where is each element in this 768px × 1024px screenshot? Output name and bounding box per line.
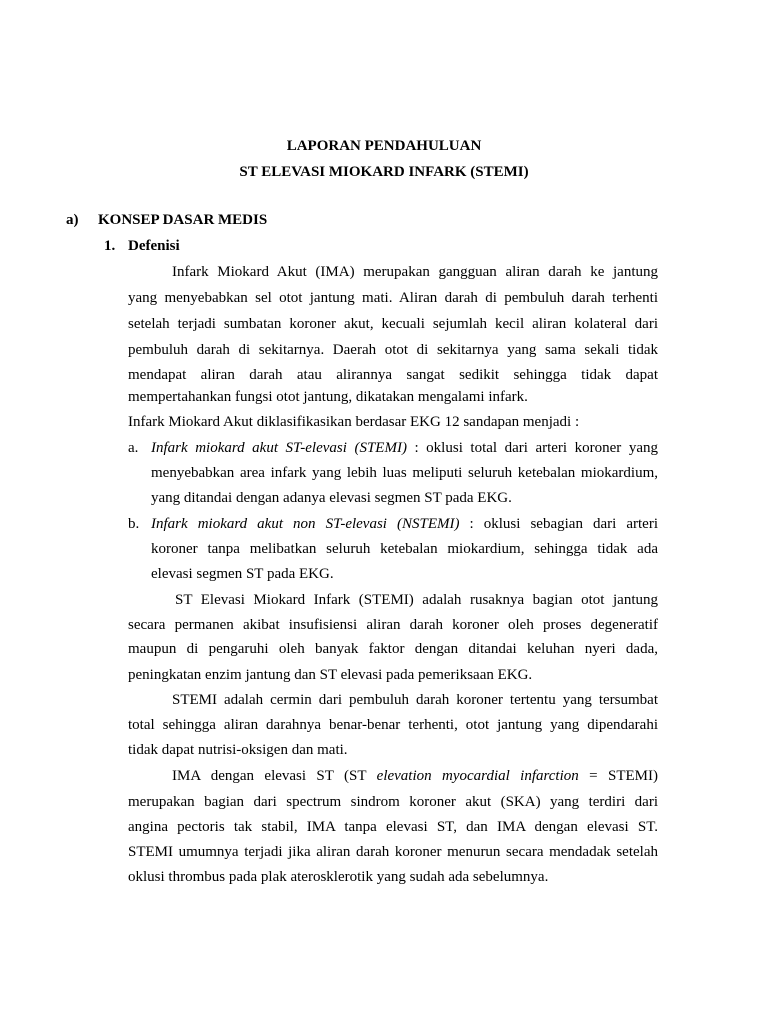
paragraph-line: setelah terjadi sumbatan koroner akut, kecuali sejumlah kecil aliran kolateral dari bbox=[128, 316, 658, 332]
list-item-line: elevasi segmen ST pada EKG. bbox=[151, 566, 334, 582]
list-item-text: : oklusi sebagian dari arteri bbox=[459, 516, 658, 532]
paragraph-line: oklusi thrombus pada plak aterosklerotik yang sudah ada sebelumnya. bbox=[128, 869, 549, 885]
list-item-text: : oklusi total dari arteri koroner yang bbox=[406, 440, 658, 456]
list-item-first-line bbox=[151, 515, 658, 533]
paragraph-line: merupakan bagian dari spectrum sindrom koroner akut (SKA) yang terdiri dari bbox=[128, 794, 658, 810]
paragraph-line: secara permanen akibat insufisiensi aliran darah koroner oleh proses degeneratif bbox=[128, 617, 658, 633]
subsection-number: 1. bbox=[104, 238, 116, 254]
list-item-first-line bbox=[151, 439, 658, 457]
section-heading: KONSEP DASAR MEDIS bbox=[98, 212, 268, 228]
document-subtitle: ST ELEVASI MIOKARD INFARK (STEMI) bbox=[239, 164, 529, 180]
paragraph-line: yang menyebabkan sel otot jantung mati. Aliran darah di pembuluh darah terhenti bbox=[128, 290, 658, 306]
list-item-term: Infark miokard akut ST-elevasi (STEMI) bbox=[151, 440, 407, 456]
list-item-line: yang ditandai dengan adanya elevasi segmen ST pada EKG. bbox=[151, 490, 512, 506]
classification-intro: Infark Miokard Akut diklasifikasikan berdasar EKG 12 sandapan menjadi : bbox=[128, 414, 580, 430]
paragraph-line: peningkatan enzim jantung dan ST elevasi pada pemeriksaan EKG. bbox=[128, 667, 533, 683]
paragraph-line: maupun di pengaruhi oleh banyak faktor dengan ditandai keluhan nyeri dada, bbox=[128, 641, 658, 657]
paragraph-line: ST Elevasi Miokard Infark (STEMI) adalah rusaknya bagian otot jantung bbox=[175, 592, 658, 608]
list-marker: a. bbox=[128, 440, 139, 456]
list-item-line: koroner tanpa melibatkan seluruh ketebalan miokardium, sehingga tidak ada bbox=[151, 541, 658, 557]
paragraph-term: elevation myocardial infarction bbox=[376, 768, 579, 784]
paragraph-line bbox=[172, 767, 658, 785]
paragraph-line: tidak dapat nutrisi-oksigen dan mati. bbox=[128, 742, 348, 758]
paragraph-text: IMA dengan elevasi ST (ST bbox=[172, 768, 377, 784]
document-title: LAPORAN PENDAHULUAN bbox=[286, 138, 482, 154]
paragraph-line: STEMI umumnya terjadi jika aliran darah koroner menurun secara mendadak setelah bbox=[128, 844, 658, 860]
subsection-heading: Defenisi bbox=[128, 238, 180, 254]
list-item-line: menyebabkan area infark yang lebih luas meliputi seluruh ketebalan miokardium, bbox=[151, 465, 658, 481]
paragraph-line: mendapat aliran darah atau alirannya sangat sedikit sehingga tidak dapat bbox=[128, 367, 658, 383]
paragraph-text: = STEMI) bbox=[578, 768, 658, 784]
paragraph-line: STEMI adalah cermin dari pembuluh darah koroner tertentu yang tersumbat bbox=[172, 692, 658, 708]
paragraph-line: Infark Miokard Akut (IMA) merupakan gangguan aliran darah ke jantung bbox=[172, 264, 658, 280]
paragraph-line: angina pectoris tak stabil, IMA tanpa elevasi ST, dan IMA dengan elevasi ST. bbox=[128, 819, 658, 835]
paragraph-line: pembuluh darah di sekitarnya. Daerah otot di sekitarnya yang sama sekali tidak bbox=[128, 342, 658, 358]
paragraph-line: mempertahankan fungsi otot jantung, dikatakan mengalami infark. bbox=[128, 389, 528, 405]
list-item-term: Infark miokard akut non ST-elevasi (NSTEMI) bbox=[151, 516, 460, 532]
section-marker: a) bbox=[66, 212, 79, 228]
paragraph-line: total sehingga aliran darahnya benar-benar terhenti, otot jantung yang dipendarahi bbox=[128, 717, 658, 733]
list-marker: b. bbox=[128, 516, 140, 532]
